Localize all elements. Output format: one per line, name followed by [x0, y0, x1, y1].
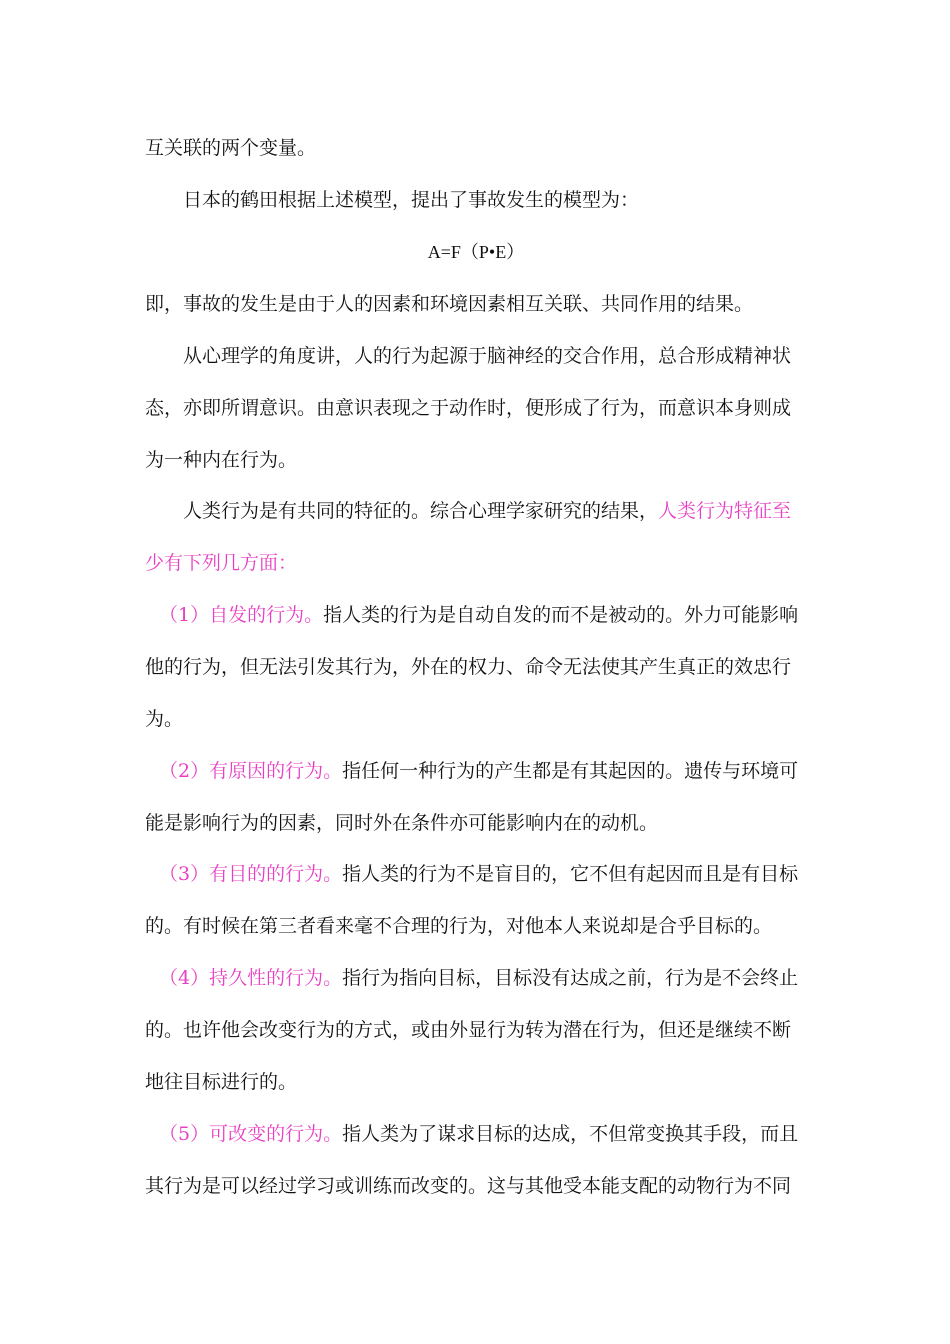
text-run: 为。: [145, 708, 184, 730]
text-run: 指任何一种行为的产生都是有其起因的。遗传与环境可: [342, 760, 799, 782]
paragraph-line: [145, 811, 807, 835]
text-run: 指行为指向目标，目标没有达成之前，行为是不会终止: [342, 967, 799, 989]
paragraph-line: [183, 344, 807, 368]
text-run: 的。有时候在第三者看来毫不合理的行为，对他本人来说却是合乎目标的。: [145, 915, 773, 937]
paragraph-line: [183, 499, 807, 523]
text-run: 人类行为是有共同的特征的。综合心理学家研究的结果，: [183, 500, 659, 522]
paragraph-line: [145, 1174, 807, 1198]
paragraph-line: [145, 448, 807, 472]
paragraph-line: [145, 292, 807, 316]
text-run: 为一种内在行为。: [145, 449, 298, 471]
list-item-title-line: [159, 1122, 807, 1146]
text-run: 互关联的两个变量。: [145, 137, 317, 159]
list-item-title-line: [159, 862, 807, 886]
paragraph-line: [145, 707, 807, 731]
highlight-text: 人类行为特征至: [658, 500, 792, 522]
paragraph-line: [145, 655, 807, 679]
paragraph-line: [183, 188, 807, 212]
list-item-title-line: [159, 759, 807, 783]
paragraph-line: [145, 136, 807, 160]
text-run: 其行为是可以经过学习或训练而改变的。这与其他受本能支配的动物行为不同: [145, 1175, 792, 1197]
text-run: 指人类的行为不是盲目的，它不但有起因而且是有目标: [342, 863, 799, 885]
paragraph-line: [145, 1018, 807, 1042]
paragraph-line: [145, 396, 807, 420]
item-title: （5）可改变的行为。: [159, 1123, 343, 1145]
text-run: 即，事故的发生是由于人的因素和环境因素相互关联、共同作用的结果。: [145, 293, 754, 315]
list-item-title-line: [159, 966, 807, 990]
text-run: 日本的鹤田根据上述模型，提出了事故发生的模型为：: [183, 189, 640, 211]
text-run: 指人类为了谋求目标的达成，不但常变换其手段，而且: [342, 1123, 799, 1145]
text-run: 的。也许他会改变行为的方式，或由外显行为转为潜在行为，但还是继续不断: [145, 1019, 792, 1041]
item-title: （4）持久性的行为。: [159, 967, 343, 989]
text-run: 指人类的行为是自动自发的而不是被动的。外力可能影响: [323, 604, 799, 626]
paragraph-line: [145, 551, 807, 575]
paragraph-line: [145, 914, 807, 938]
item-title: （3）有目的的行为。: [159, 863, 343, 885]
list-item-title-line: [159, 603, 807, 627]
text-run: 地往目标进行的。: [145, 1071, 298, 1093]
formula-text: A=F（P•E）: [427, 242, 525, 262]
text-run: 能是影响行为的因素，同时外在条件亦可能影响内在的动机。: [145, 812, 659, 834]
text-run: 从心理学的角度讲，人的行为起源于脑神经的交合作用，总合形成精神状: [183, 345, 792, 367]
formula: [145, 240, 807, 264]
paragraph-line: [145, 1070, 807, 1094]
item-title: （2）有原因的行为。: [159, 760, 343, 782]
highlight-text: 少有下列几方面：: [145, 552, 298, 574]
item-title: （1）自发的行为。: [159, 604, 324, 626]
text-run: 态，亦即所谓意识。由意识表现之于动作时，便形成了行为，而意识本身则成: [145, 397, 792, 419]
text-run: 他的行为，但无法引发其行为，外在的权力、命令无法使其产生真正的效忠行: [145, 656, 792, 678]
